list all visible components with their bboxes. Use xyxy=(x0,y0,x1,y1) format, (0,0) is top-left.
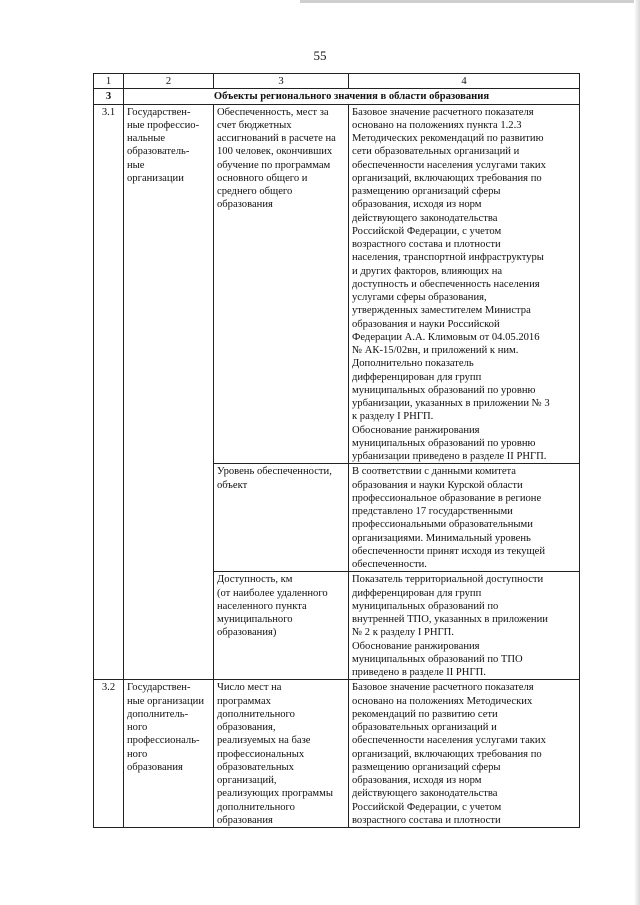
indicator-description: Базовое значение расчетного показателя основано на положениях Методических рекомендаций по развитию сети образовательных организаций и обеспеченности населения услугами таких организаций, включающих требования по размещению организаций сферы образования, исходя из норм действующего законодательства Российской Федерации, с учетом возрастного состава и плотности xyxy=(352,682,546,826)
row-number: 3.2 xyxy=(94,680,124,828)
indicator-name: Доступность, км (от наиболее удаленного населенного пункта муниципального образования) xyxy=(217,574,328,639)
column-number-2: 2 xyxy=(124,74,214,89)
indicator-description: Показатель территориальной доступности дифференцирован для групп муниципальных образований по внутренней ТПО, указанных в приложении № 2 к разделу I РНГП. Обоснование ранжирования муниципальных образований по ТПО приведено в разделе II РНГП. xyxy=(352,574,548,678)
indicator-description: Базовое значение расчетного показателя основано на положениях пункта 1.2.3 Методических рекомендаций по развитию сети образовательных организаций и обеспеченности населения услугами таких организаций, включающих требования по размещению организаций сферы образования, исходя из норм действующего законодательства Российской Федерации, с учетом возрастного состава и плотности населения, транспортной инфраструктуры и других факторов, влияющих на доступность и обеспеченность населения услугами сферы образования, утвержденных заместителем Министра образования и науки Российской Федерации А.А. Климовым от 04.05.2016 № АК-15/02вн, и приложений к ним. Дополнительно показатель дифференцирован для групп муниципальных образований по уровню урбанизации, указанных в приложении № 3 к разделу I РНГП. Обоснование ранжирования муниципальных образований по уровню урбанизации приведено в разделе II РНГП. xyxy=(352,106,550,462)
table-row xyxy=(94,104,580,464)
indicator-name-cell xyxy=(214,464,349,572)
object-name: Государствен- ные организации дополнитель- ного профессиональ- ного образования xyxy=(127,682,205,773)
scan-border-top xyxy=(300,0,640,3)
indicator-name-cell xyxy=(214,680,349,828)
indicator-description-cell xyxy=(349,680,580,828)
indicator-description-cell xyxy=(349,104,580,464)
scan-border-right xyxy=(634,0,640,905)
column-number-1: 1 xyxy=(94,74,124,89)
indicator-name: Уровень обеспеченности, объект xyxy=(217,466,332,491)
object-name-cell xyxy=(124,680,214,828)
indicator-name-cell xyxy=(214,572,349,680)
regional-objects-table xyxy=(93,73,580,828)
indicator-name-cell xyxy=(214,104,349,464)
indicator-description: В соответствии с данными комитета образования и науки Курской области профессиональное образование в регионе представлено 17 государственными профессиональными образовательными организациями. Минимальный уровень обеспеченности принят исходя из текущей обеспеченности. xyxy=(352,466,546,570)
object-name-cell xyxy=(124,104,214,680)
indicator-name: Обеспеченность, мест за счет бюджетных ассигнований в расчете на 100 человек, окончивших обучение по программам основного общего и среднего общего образования xyxy=(217,106,336,211)
section-number: 3 xyxy=(94,89,124,104)
column-number-row xyxy=(94,74,580,89)
indicator-name: Число мест на программах дополнительного образования, реализуемых на базе профессиональных образовательных организаций, реализующих программы дополнительного образования xyxy=(217,682,333,826)
column-number-4: 4 xyxy=(349,74,580,89)
page-number: 55 xyxy=(313,48,327,63)
table-row xyxy=(94,680,580,828)
indicator-description-cell xyxy=(349,572,580,680)
indicator-description-cell xyxy=(349,464,580,572)
row-number: 3.1 xyxy=(94,104,124,680)
section-row xyxy=(94,89,580,104)
section-title: Объекты регионального значения в области образования xyxy=(124,89,580,104)
column-number-3: 3 xyxy=(214,74,349,89)
object-name: Государствен- ные профессио- нальные образователь- ные организации xyxy=(127,106,200,184)
